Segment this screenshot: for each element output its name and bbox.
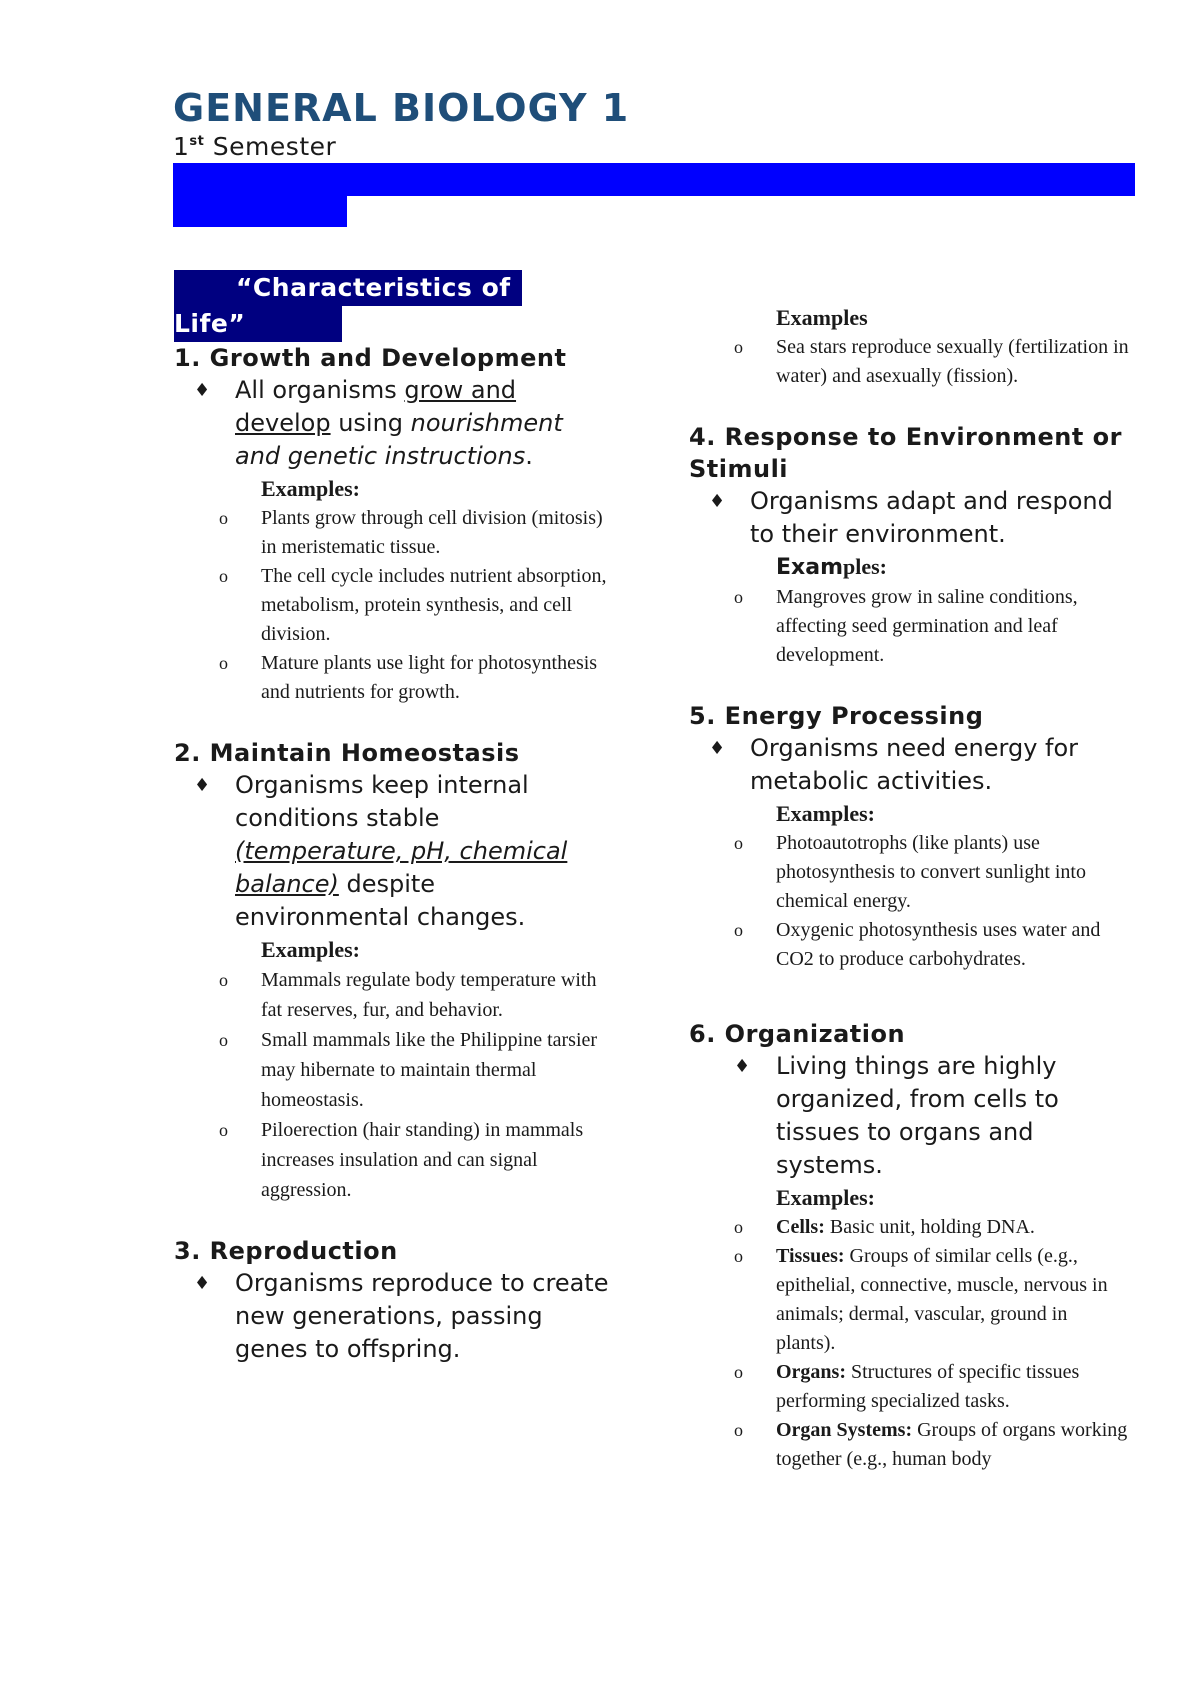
- energy-title: 5. Energy Processing: [689, 702, 984, 730]
- energy-bullet: ♦ Organisms need energy for metabolic activities.: [709, 734, 1079, 795]
- reproduction-title: 3. Reproduction: [174, 1237, 398, 1265]
- circle-bullet-icon: o: [734, 337, 743, 357]
- list-item: o Organs: Structures of specific tissues performing specialized tasks.: [689, 1358, 1129, 1416]
- diamond-bullet-icon: ♦: [709, 738, 726, 759]
- header-accent-tab: [173, 196, 347, 227]
- examples-label: Examples:: [776, 554, 887, 580]
- growth-title: 1. Growth and Development: [174, 344, 567, 372]
- diamond-bullet-icon: ♦: [734, 1056, 751, 1077]
- list-item: o Plants grow through cell division (mitosis) in meristematic tissue.: [174, 504, 614, 562]
- circle-bullet-icon: o: [219, 653, 228, 673]
- semester-number: 1: [173, 132, 190, 161]
- list-item: o Mature plants use light for photosynthesis and nutrients for growth.: [174, 649, 614, 707]
- growth-bullet: ♦ All organisms grow and develop using nourishment and genetic instructions.: [194, 376, 563, 470]
- list-item: o Cells: Basic unit, holding DNA.: [689, 1213, 1129, 1242]
- diamond-bullet-icon: ♦: [194, 775, 211, 796]
- response-title: 4. Response to Environment or Stimuli: [689, 423, 1122, 483]
- circle-bullet-icon: o: [734, 587, 743, 607]
- examples-label: Examples: [776, 305, 868, 330]
- section-heading: [174, 270, 614, 342]
- circle-bullet-icon: o: [734, 1246, 743, 1266]
- list-item: o Oxygenic photosynthesis uses water and CO2 to produce carbohydrates.: [689, 916, 1129, 974]
- right-column: [689, 302, 1129, 1474]
- circle-bullet-icon: o: [734, 1362, 743, 1382]
- list-item: o Mangroves grow in saline conditions, affecting seed germination and leaf development.: [689, 583, 1129, 670]
- circle-bullet-icon: o: [219, 508, 228, 528]
- circle-bullet-icon: o: [219, 566, 228, 586]
- list-item: o Sea stars reproduce sexually (fertilization in water) and asexually (fission).: [689, 333, 1129, 391]
- circle-bullet-icon: o: [219, 1120, 228, 1140]
- list-item: o Tissues: Groups of similar cells (e.g., epithelial, connective, muscle, nervous in animals; dermal, vascular, ground in plants).: [689, 1242, 1129, 1358]
- circle-bullet-icon: o: [734, 1217, 743, 1237]
- list-item: o Piloerection (hair standing) in mammals increases insulation and can signal aggression.: [174, 1115, 614, 1205]
- left-column: [174, 270, 614, 1366]
- circle-bullet-icon: o: [219, 970, 228, 990]
- semester-subtitle: [173, 132, 336, 161]
- circle-bullet-icon: o: [734, 1420, 743, 1440]
- list-item: o The cell cycle includes nutrient absorption, metabolism, protein synthesis, and cell division.: [174, 562, 614, 649]
- homeostasis-bullet: ♦ Organisms keep internal conditions stable (temperature, pH, chemical balance) despite environmental changes.: [194, 771, 568, 931]
- organization-title: 6. Organization: [689, 1020, 906, 1048]
- examples-label: Examples:: [776, 801, 875, 826]
- semester-label: Semester: [204, 132, 337, 161]
- diamond-bullet-icon: ♦: [194, 380, 211, 401]
- organization-bullet: ♦ Living things are highly organized, from cells to tissues to organs and systems.: [734, 1052, 1059, 1179]
- circle-bullet-icon: o: [734, 920, 743, 940]
- document-title: GENERAL BIOLOGY 1: [173, 86, 630, 130]
- list-item: o Small mammals like the Philippine tarsier may hibernate to maintain thermal homeostasis.: [174, 1025, 614, 1115]
- circle-bullet-icon: o: [219, 1030, 228, 1050]
- circle-bullet-icon: o: [734, 833, 743, 853]
- examples-label: Examples:: [261, 476, 360, 501]
- examples-label: Examples:: [776, 1185, 875, 1210]
- header-accent-bar: [173, 163, 1135, 196]
- diamond-bullet-icon: ♦: [709, 491, 726, 512]
- examples-label: Examples:: [261, 937, 360, 962]
- response-bullet: ♦ Organisms adapt and respond to their environment.: [709, 487, 1113, 548]
- section-heading-line2: Life”: [174, 306, 342, 342]
- diamond-bullet-icon: ♦: [194, 1273, 211, 1294]
- list-item: o Photoautotrophs (like plants) use photosynthesis to convert sunlight into chemical energy.: [689, 829, 1129, 916]
- homeostasis-title: 2. Maintain Homeostasis: [174, 739, 520, 767]
- list-item: o Organ Systems: Groups of organs working together (e.g., human body: [689, 1416, 1129, 1474]
- list-item: o Mammals regulate body temperature with fat reserves, fur, and behavior.: [174, 965, 614, 1025]
- semester-ordinal: st: [189, 134, 205, 149]
- reproduction-bullet: ♦ Organisms reproduce to create new generations, passing genes to offspring.: [194, 1269, 609, 1363]
- section-heading-line1: “Characteristics of: [174, 270, 522, 306]
